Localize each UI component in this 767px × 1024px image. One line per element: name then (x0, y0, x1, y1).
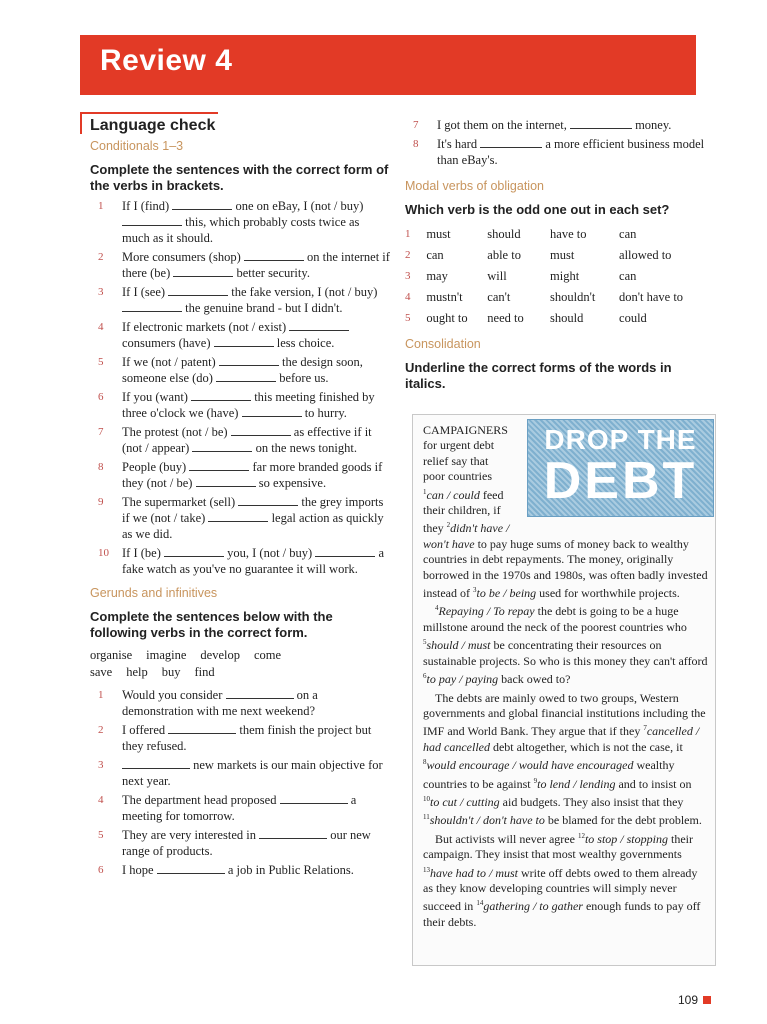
item-number: 5 (98, 356, 104, 368)
modal-row (405, 244, 707, 265)
word-bank-word: save (90, 665, 113, 679)
answer-blank[interactable] (168, 723, 236, 734)
exercise-item (90, 722, 390, 754)
article-text-run: be concentrating their resources on sustainable projects. So who is this money they can't afford (423, 638, 708, 668)
choice-number: 14 (476, 899, 484, 908)
modal-verb-option[interactable]: need to (487, 310, 524, 325)
answer-blank[interactable] (157, 863, 225, 874)
modal-subtitle: Modal verbs of obligation (405, 179, 544, 193)
exercise-item (405, 136, 707, 168)
exercise-item (405, 117, 707, 133)
item-number: 7 (413, 119, 419, 131)
modal-verb-option[interactable]: mustn't (426, 289, 463, 304)
item-number: 6 (98, 864, 104, 876)
exercise-item (90, 354, 390, 386)
answer-blank[interactable] (192, 441, 252, 452)
answer-blank[interactable] (216, 371, 276, 382)
article-text-run: debt altogether, which is not the case, it (489, 739, 683, 754)
choice-number: 8 (423, 758, 427, 767)
article-paragraph (423, 601, 708, 687)
page-number-marker (703, 996, 711, 1004)
answer-blank[interactable] (480, 137, 542, 148)
choice-number: 9 (533, 776, 538, 785)
italic-choice[interactable]: to stop / stopping (584, 831, 668, 846)
item-text: I got them on the internet, (437, 118, 570, 132)
article-text-run: But activists will never agree (435, 831, 578, 846)
modal-verb-option[interactable]: shouldn't (550, 289, 596, 304)
italic-choice[interactable]: cancelled / had cancelled (423, 724, 700, 754)
answer-blank[interactable] (172, 199, 232, 210)
answer-blank[interactable] (214, 336, 274, 347)
item-text: a fake watch as you've no guarantee it will work. (122, 546, 384, 576)
item-text: the design soon, someone else (do) (122, 355, 363, 385)
item-number: 6 (98, 391, 104, 403)
modal-verb-option[interactable]: can (426, 247, 444, 262)
item-number: 10 (98, 547, 109, 559)
modal-verb-option[interactable]: may (426, 268, 448, 283)
choice-number: 4 (435, 604, 439, 613)
consolidation-instruction: Underline the correct forms of the words in italics. (405, 360, 672, 391)
italic-choice[interactable]: have had to / must (430, 865, 518, 880)
item-number: 5 (98, 829, 104, 841)
article-text-run: and to insist on (615, 776, 692, 791)
exercise-item (90, 827, 390, 859)
item-text: I hope (122, 863, 157, 877)
modal-verb-option[interactable]: must (426, 226, 451, 241)
word-bank-word: imagine (146, 648, 187, 662)
language-check-title: Language check (90, 117, 216, 134)
choice-number: 1 (423, 487, 427, 496)
choice-number: 13 (423, 865, 430, 874)
item-text: I offered (122, 723, 169, 737)
right-column (405, 114, 707, 392)
item-text: Would you consider (122, 688, 226, 702)
section-rule-vertical (80, 112, 82, 134)
modal-verb-option[interactable]: can't (487, 289, 511, 304)
choice-number: 7 (643, 724, 647, 733)
answer-blank[interactable] (259, 828, 327, 839)
item-text: less choice. (273, 336, 335, 350)
item-number: 4 (98, 321, 104, 333)
item-number: 3 (405, 269, 411, 282)
article-text-run: wealthy countries to be against (423, 758, 675, 791)
item-text: a more efficient business model than eBay's. (437, 137, 705, 167)
exercise-item (90, 424, 390, 456)
italic-choice[interactable]: gathering / to gather (483, 899, 583, 914)
page-number: 109 (678, 993, 699, 1007)
item-text: People (buy) (122, 460, 190, 474)
item-text: money. (631, 118, 672, 132)
left-column (80, 112, 390, 878)
word-bank-word: come (253, 648, 282, 662)
section-rule (80, 112, 218, 114)
conditionals-list (90, 198, 390, 577)
article-text-run: back owed to? (498, 672, 571, 687)
modal-verb-option[interactable]: can (619, 226, 637, 241)
item-text: They are very interested in (122, 828, 260, 842)
modal-verbs-table (405, 223, 707, 328)
modal-row (405, 223, 707, 244)
choice-number: 2 (446, 521, 451, 530)
exercise-item (90, 545, 390, 577)
item-text: If electronic markets (not / exist) (122, 320, 290, 334)
article-text-run: CAMPAIGNERS for urgent debt relief say that poor countries (423, 423, 508, 484)
item-text: this meeting finished by three o'clock we (have) (122, 390, 375, 420)
modal-row (405, 307, 707, 328)
item-text: this, which probably costs twice as much as it should. (122, 215, 360, 245)
answer-blank[interactable] (191, 390, 251, 401)
article-text-run: the debt is going to be a huge millstone around the neck of the poorest countries who (423, 604, 687, 634)
exercise-item (90, 687, 390, 719)
item-number: 1 (405, 227, 411, 240)
article-paragraph (423, 829, 708, 930)
answer-blank[interactable] (122, 758, 190, 769)
item-text: The supermarket (sell) (122, 495, 239, 509)
modal-verb-option[interactable]: might (550, 268, 580, 283)
banner-title: Review 4 (100, 44, 233, 77)
article-text-run: write off debts owed to them already as they know developing countries will simply never succeed in (423, 865, 698, 914)
item-text: better security. (233, 266, 310, 280)
choice-number: 6 (423, 672, 427, 681)
choice-number: 12 (577, 831, 585, 840)
word-bank (90, 647, 390, 681)
choice-number: 3 (473, 586, 477, 595)
answer-blank[interactable] (173, 266, 233, 277)
item-text: to hurry. (301, 406, 347, 420)
modal-verb-option[interactable]: don't have to (619, 289, 684, 304)
item-text: The department head proposed (122, 793, 280, 807)
italic-choice[interactable]: to lend / lending (537, 776, 616, 791)
italic-choice[interactable]: Repaying / To repay (438, 604, 535, 619)
modal-verb-option[interactable]: should (487, 226, 521, 241)
exercise-item (90, 792, 390, 824)
article-text-run: used for worthwhile projects. (536, 586, 680, 601)
answer-blank[interactable] (242, 406, 302, 417)
article-text-run: The debts are mainly owed to two groups, Western governments and global financial institutions including the IMF and World Bank. They argue that if they (423, 690, 706, 739)
answer-blank[interactable] (219, 355, 279, 366)
modal-verb-option[interactable]: must (550, 247, 575, 262)
article-text-run: their campaign. They insist that most wealthy governments (423, 831, 693, 862)
headline-drop-the: DROP THE (544, 424, 697, 455)
review-banner (80, 35, 696, 95)
item-text: If you (want) (122, 390, 192, 404)
word-bank-word: buy (161, 665, 181, 679)
word-bank-word: find (194, 665, 215, 679)
answer-blank[interactable] (226, 688, 294, 699)
modal-verb-option[interactable]: could (619, 310, 647, 325)
consolidation-subtitle: Consolidation (405, 337, 481, 351)
item-text: before us. (276, 371, 329, 385)
modal-verb-option[interactable]: ought to (426, 310, 468, 325)
conditionals-subtitle: Conditionals 1–3 (90, 139, 184, 153)
item-number: 5 (405, 311, 411, 324)
choice-number: 10 (423, 794, 430, 803)
article-text-run: enough funds to pay off their debts. (423, 899, 701, 929)
item-text: new markets is our main objective for next year. (122, 758, 383, 788)
drop-the-debt-article (412, 414, 716, 966)
item-text: consumers (have) (122, 336, 214, 350)
item-text: The protest (not / be) (122, 425, 231, 439)
item-text: far more branded goods if they (not / be) (122, 460, 383, 490)
item-number: 8 (413, 138, 419, 150)
item-number: 4 (98, 794, 104, 806)
modal-verb-option[interactable]: should (550, 310, 584, 325)
gerunds-list (90, 687, 390, 878)
answer-blank[interactable] (168, 285, 228, 296)
item-number: 9 (98, 496, 104, 508)
answer-blank[interactable] (164, 546, 224, 557)
modal-verb-option[interactable]: can (619, 268, 637, 283)
item-text: as effective if it (not / appear) (122, 425, 372, 455)
modal-instruction: Which verb is the odd one out in each set? (405, 202, 670, 217)
item-text: If I (be) (122, 546, 164, 560)
item-text: so expensive. (255, 476, 327, 490)
exercise-item (90, 862, 390, 878)
item-text: a job in Public Relations. (224, 863, 354, 877)
item-text: legal action as quickly as we did. (122, 511, 384, 541)
headline-debt: DEBT (543, 452, 698, 510)
answer-blank[interactable] (315, 546, 375, 557)
italic-choice[interactable]: should / must (426, 638, 491, 653)
italic-choice[interactable]: shouldn't / don't have to (429, 813, 545, 828)
modal-verb-option[interactable]: will (487, 268, 507, 283)
gerunds-list-continued (405, 117, 707, 168)
item-text: the fake version, I (not / buy) (228, 285, 378, 299)
word-bank-word: help (126, 665, 148, 679)
article-text-run: feed their children, if they (423, 487, 504, 536)
exercise-item (90, 198, 390, 246)
item-number: 2 (98, 251, 104, 263)
item-number: 8 (98, 461, 104, 473)
italic-choice[interactable]: didn't have / won't have (423, 521, 510, 551)
article-text-run: aid budgets. They also insist that they (499, 794, 684, 809)
article-text-run: be blamed for the debt problem. (544, 813, 702, 828)
modal-verb-option[interactable]: allowed to (619, 247, 672, 262)
conditionals-instruction: Complete the sentences with the correct form of the verbs in brackets. (90, 162, 389, 193)
modal-row (405, 265, 707, 286)
modal-verb-option[interactable]: able to (487, 247, 521, 262)
italic-choice[interactable]: would encourage / would have encouraged (426, 758, 634, 773)
item-text: you, I (not / buy) (224, 546, 316, 560)
item-text: the genuine brand - but I didn't. (182, 301, 343, 315)
word-bank-word: organise (90, 648, 133, 662)
italic-choice[interactable]: to be / being (476, 586, 537, 601)
item-text: on the internet if there (be) (122, 250, 390, 280)
exercise-item (90, 494, 390, 542)
answer-blank[interactable] (122, 215, 182, 226)
item-text: If I (see) (122, 285, 169, 299)
italic-choice[interactable]: to pay / paying (426, 672, 499, 687)
item-text: our new range of products. (122, 828, 371, 858)
item-number: 3 (98, 286, 104, 298)
choice-number: 5 (423, 638, 427, 647)
answer-blank[interactable] (289, 320, 349, 331)
answer-blank[interactable] (122, 301, 182, 312)
exercise-item (90, 284, 390, 316)
item-number: 7 (98, 426, 104, 438)
modal-row (405, 286, 707, 307)
item-text: If we (not / patent) (122, 355, 219, 369)
item-text: a meeting for tomorrow. (122, 793, 357, 823)
item-text: If I (find) (122, 199, 173, 213)
word-bank-word: develop (200, 648, 240, 662)
item-text: them finish the project but they refused. (122, 723, 372, 753)
exercise-item (90, 319, 390, 351)
gerunds-instruction: Complete the sentences below with the following verbs in the correct form. (90, 609, 333, 640)
item-text: It's hard (437, 137, 481, 151)
answer-blank[interactable] (189, 460, 249, 471)
item-number: 1 (98, 200, 104, 212)
exercise-item (90, 249, 390, 281)
gerunds-subtitle: Gerunds and infinitives (90, 586, 218, 600)
article-paragraph (423, 691, 708, 829)
item-number: 1 (98, 689, 104, 701)
item-number: 2 (98, 724, 104, 736)
answer-blank[interactable] (196, 476, 256, 487)
exercise-item (90, 757, 390, 789)
choice-number: 11 (423, 813, 430, 822)
exercise-item (90, 459, 390, 491)
article-text (423, 423, 708, 930)
item-text: one on eBay, I (not / buy) (232, 199, 364, 213)
item-text: More consumers (shop) (122, 250, 244, 264)
italic-choice[interactable]: can / could (426, 487, 480, 502)
answer-blank[interactable] (231, 425, 291, 436)
answer-blank[interactable] (570, 118, 632, 129)
answer-blank[interactable] (238, 495, 298, 506)
italic-choice[interactable]: to cut / cutting (430, 794, 500, 809)
answer-blank[interactable] (208, 511, 268, 522)
item-text: the grey imports if we (not / take) (122, 495, 384, 525)
modal-verb-option[interactable]: have to (550, 226, 587, 241)
answer-blank[interactable] (280, 793, 348, 804)
item-number: 3 (98, 759, 104, 771)
item-text: on a demonstration with me next weekend? (122, 688, 318, 718)
answer-blank[interactable] (244, 250, 304, 261)
item-number: 4 (405, 290, 411, 303)
article-text-run: to pay huge sums of money back to wealthy countries in debt repayments. The money, originally borrowed in the 1970s and 1980s, was often badly invested instead of (423, 536, 708, 601)
item-number: 2 (405, 248, 411, 261)
exercise-item (90, 389, 390, 421)
item-text: on the news tonight. (252, 441, 357, 455)
